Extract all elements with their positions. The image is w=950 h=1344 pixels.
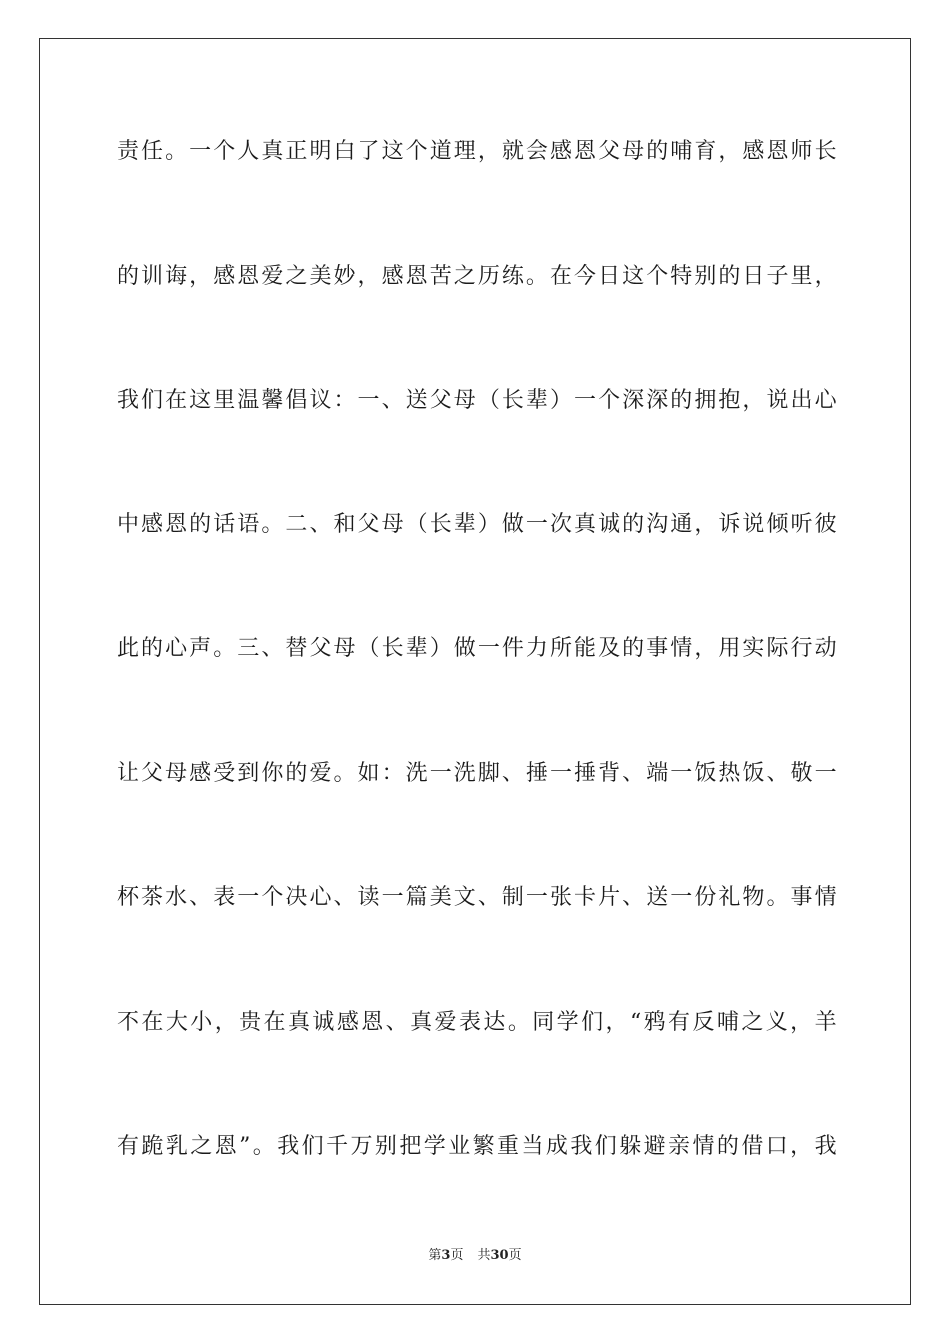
- text-line: 的训诲，感恩爱之美妙，感恩苦之历练。在今日这个特别的日子里，: [117, 264, 837, 289]
- total-suffix: 页: [508, 1248, 522, 1263]
- page-footer: [0, 1247, 950, 1265]
- text-line: 责任。一个人真正明白了这个道理，就会感恩父母的哺育，感恩师长: [117, 139, 837, 164]
- text-line: 我们在这里温馨倡议：一、送父母（长辈）一个深深的拥抱，说出心: [117, 388, 837, 413]
- page-suffix: 页: [450, 1248, 464, 1263]
- text-line: 让父母感受到你的爱。如：洗一洗脚、捶一捶背、端一饭热饭、敬一: [117, 761, 837, 786]
- page-border: [39, 38, 911, 1305]
- text-line: 有跪乳之恩”。我们千万别把学业繁重当成我们躲避亲情的借口，我: [117, 1134, 837, 1159]
- total-prefix: 共: [477, 1248, 491, 1263]
- text-line: 此的心声。三、替父母（长辈）做一件力所能及的事情，用实际行动: [117, 636, 837, 661]
- page-number: 3: [441, 1248, 451, 1263]
- text-line: 中感恩的话语。二、和父母（长辈）做一次真诚的沟通，诉说倾听彼: [117, 512, 837, 537]
- text-line: 杯茶水、表一个决心、读一篇美文、制一张卡片、送一份礼物。事情: [117, 885, 837, 910]
- page-prefix: 第: [428, 1248, 442, 1263]
- text-line: 不在大小，贵在真诚感恩、真爱表达。同学们，“鸦有反哺之义，羊: [117, 1010, 837, 1035]
- total-pages: 30: [490, 1248, 509, 1263]
